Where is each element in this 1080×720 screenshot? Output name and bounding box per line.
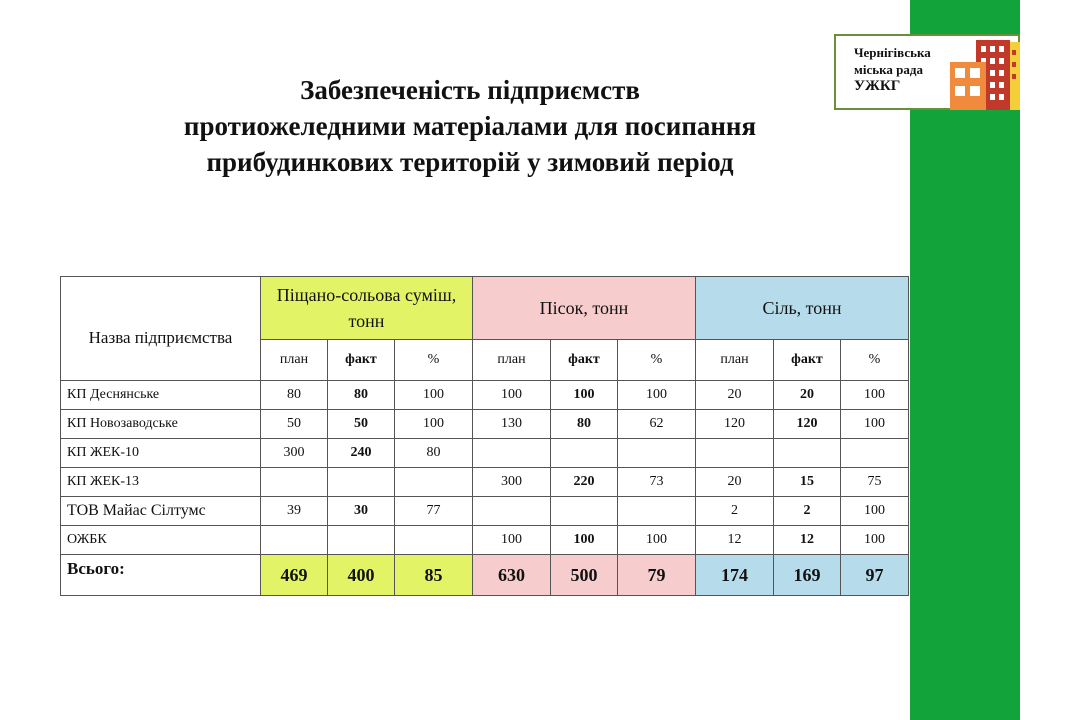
cell-value: 77 bbox=[395, 497, 473, 526]
total-value: 97 bbox=[841, 555, 909, 596]
cell-value: 80 bbox=[261, 381, 328, 410]
row-name: КП Деснянське bbox=[61, 381, 261, 410]
table-row bbox=[61, 526, 909, 555]
cell-value: 80 bbox=[395, 439, 473, 468]
cell-value: 100 bbox=[473, 381, 551, 410]
row-name: ОЖБК bbox=[61, 526, 261, 555]
table-row bbox=[61, 381, 909, 410]
cell-value: 120 bbox=[774, 410, 841, 439]
cell-value: 240 bbox=[328, 439, 395, 468]
page-title bbox=[130, 72, 810, 180]
table-row bbox=[61, 439, 909, 468]
subheader-plan: план bbox=[473, 340, 551, 381]
cell-value bbox=[618, 439, 696, 468]
cell-value: 15 bbox=[774, 468, 841, 497]
logo-badge bbox=[834, 34, 1020, 110]
cell-value: 100 bbox=[841, 410, 909, 439]
total-value: 85 bbox=[395, 555, 473, 596]
title-line-2: протиожеледними матеріалами для посипання bbox=[183, 111, 757, 141]
cell-value: 100 bbox=[841, 497, 909, 526]
cell-value: 20 bbox=[696, 381, 774, 410]
total-value: 169 bbox=[774, 555, 841, 596]
subheader-percent: % bbox=[618, 340, 696, 381]
subheader-percent: % bbox=[395, 340, 473, 381]
cell-value: 50 bbox=[328, 410, 395, 439]
cell-value: 100 bbox=[618, 381, 696, 410]
cell-value bbox=[618, 497, 696, 526]
total-value: 400 bbox=[328, 555, 395, 596]
cell-value: 2 bbox=[696, 497, 774, 526]
cell-value: 30 bbox=[328, 497, 395, 526]
cell-value: 100 bbox=[841, 381, 909, 410]
cell-value bbox=[395, 526, 473, 555]
cell-value: 130 bbox=[473, 410, 551, 439]
header-sand: Пісок, тонн bbox=[473, 277, 696, 340]
cell-value bbox=[551, 497, 618, 526]
subheader-fact: факт bbox=[551, 340, 618, 381]
cell-value: 100 bbox=[551, 381, 618, 410]
cell-value: 220 bbox=[551, 468, 618, 497]
cell-value: 75 bbox=[841, 468, 909, 497]
row-name: КП Новозаводське bbox=[61, 410, 261, 439]
title-line-1: Забезпеченість підприємств bbox=[300, 75, 640, 105]
cell-value: 2 bbox=[774, 497, 841, 526]
total-value: 174 bbox=[696, 555, 774, 596]
table-row bbox=[61, 468, 909, 497]
header-salt: Сіль, тонн bbox=[696, 277, 909, 340]
subheader-percent: % bbox=[841, 340, 909, 381]
total-value: 79 bbox=[618, 555, 696, 596]
cell-value bbox=[551, 439, 618, 468]
table-row bbox=[61, 497, 909, 526]
row-name: КП ЖЕК-13 bbox=[61, 468, 261, 497]
cell-value: 12 bbox=[696, 526, 774, 555]
total-value: 500 bbox=[551, 555, 618, 596]
logo-line-1: Чернігівська bbox=[854, 45, 931, 60]
logo-line-3: УЖКГ bbox=[854, 78, 901, 94]
cell-value: 300 bbox=[261, 439, 328, 468]
total-label: Всього: bbox=[61, 555, 261, 596]
cell-value: 100 bbox=[841, 526, 909, 555]
cell-value: 39 bbox=[261, 497, 328, 526]
cell-value: 50 bbox=[261, 410, 328, 439]
cell-value bbox=[696, 439, 774, 468]
cell-value: 100 bbox=[551, 526, 618, 555]
cell-value bbox=[328, 468, 395, 497]
cell-value: 20 bbox=[774, 381, 841, 410]
cell-value: 100 bbox=[473, 526, 551, 555]
buildings-icon bbox=[946, 36, 1020, 110]
row-name: ТОВ Майас Сілтумс bbox=[61, 497, 261, 526]
total-value: 469 bbox=[261, 555, 328, 596]
materials-table bbox=[60, 276, 909, 596]
cell-value: 100 bbox=[395, 381, 473, 410]
subheader-plan: план bbox=[261, 340, 328, 381]
cell-value bbox=[261, 526, 328, 555]
subheader-plan: план bbox=[696, 340, 774, 381]
cell-value bbox=[473, 497, 551, 526]
cell-value: 100 bbox=[618, 526, 696, 555]
cell-value: 12 bbox=[774, 526, 841, 555]
cell-value bbox=[841, 439, 909, 468]
cell-value: 80 bbox=[328, 381, 395, 410]
cell-value: 20 bbox=[696, 468, 774, 497]
total-row bbox=[61, 555, 909, 596]
subheader-fact: факт bbox=[774, 340, 841, 381]
cell-value bbox=[473, 439, 551, 468]
cell-value: 300 bbox=[473, 468, 551, 497]
cell-value: 73 bbox=[618, 468, 696, 497]
cell-value: 80 bbox=[551, 410, 618, 439]
cell-value bbox=[328, 526, 395, 555]
cell-value bbox=[395, 468, 473, 497]
subheader-fact: факт bbox=[328, 340, 395, 381]
cell-value bbox=[261, 468, 328, 497]
cell-value: 100 bbox=[395, 410, 473, 439]
row-name: КП ЖЕК-10 bbox=[61, 439, 261, 468]
table-row bbox=[61, 410, 909, 439]
header-sand-salt-mix: Піщано-сольова суміш, тонн bbox=[261, 277, 473, 340]
header-company-name: Назва підприємства bbox=[61, 277, 261, 381]
cell-value: 62 bbox=[618, 410, 696, 439]
logo-line-2: міська рада bbox=[854, 62, 923, 77]
total-value: 630 bbox=[473, 555, 551, 596]
cell-value: 120 bbox=[696, 410, 774, 439]
cell-value bbox=[774, 439, 841, 468]
title-line-3: прибудинкових територій у зимовий період bbox=[206, 147, 734, 177]
